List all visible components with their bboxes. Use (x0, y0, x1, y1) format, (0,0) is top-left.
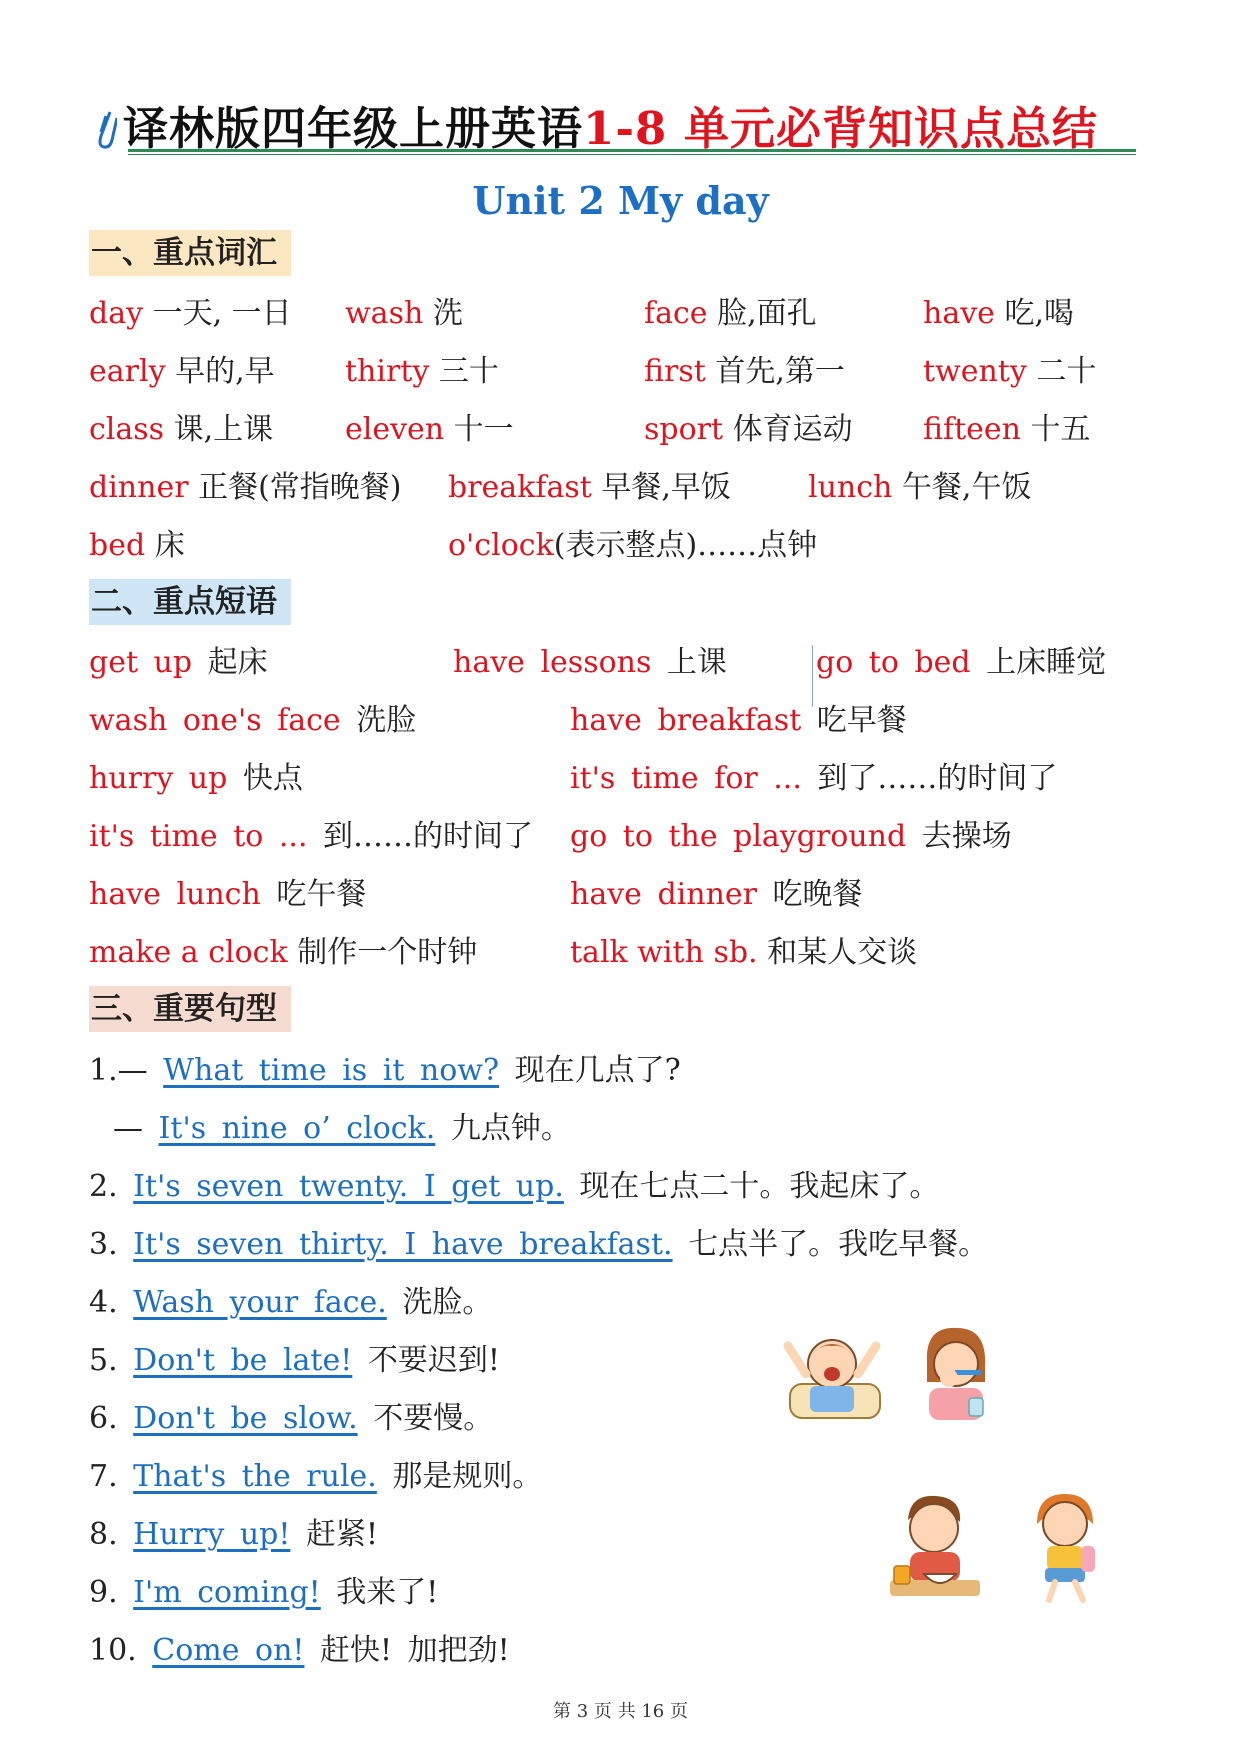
phrase-item: have dinner 吃晚餐 (570, 877, 863, 912)
phrase-item: hurry up 快点 (89, 761, 303, 796)
vocab-item: fifteen 十五 (923, 412, 1091, 447)
phrase-item: have lessons 上课 (453, 645, 727, 680)
column-divider (812, 645, 813, 707)
vocab-item: twenty 二十 (923, 354, 1097, 389)
sentence-item: — It's nine o’ clock. 九点钟。 (113, 1111, 571, 1146)
phrase-item: go to the playground 去操场 (570, 819, 1012, 854)
phrase-item: go to bed 上床睡觉 (816, 645, 1107, 680)
boy-eating-breakfast-illustration (880, 1490, 985, 1600)
vocab-item: wash 洗 (345, 296, 463, 331)
vocab-item: class 课,上课 (89, 412, 274, 447)
section-sentences-heading: 三、重要句型 (89, 986, 291, 1032)
paperclip-icon (95, 106, 117, 152)
unit-title: Unit 2 My day (472, 178, 769, 223)
girl-brushing-teeth-illustration (915, 1322, 995, 1422)
sentence-item: 2. It's seven twenty. I get up. 现在七点二十。我起床了。 (89, 1169, 940, 1204)
page-footer: 第 3 页 共 16 页 (553, 1701, 688, 1722)
title-black: 译林版四年级上册英语 (123, 102, 584, 155)
sentence-item: 3. It's seven thirty. I have breakfast. 七点半了。我吃早餐。 (89, 1227, 989, 1262)
phrase-item: get up 起床 (89, 645, 268, 680)
vocab-item: lunch 午餐,午饭 (808, 470, 1032, 505)
sentence-item: 7. That's the rule. 那是规则。 (89, 1459, 543, 1494)
vocab-item: eleven 十一 (345, 412, 514, 447)
vocab-item: have 吃,喝 (923, 296, 1074, 331)
vocab-item: bed 床 (89, 528, 185, 563)
vocab-item: face 脸,面孔 (644, 296, 817, 331)
phrase-item: wash one's face 洗脸 (89, 703, 417, 738)
girl-walking-illustration (1025, 1490, 1105, 1605)
phrase-item: it's time to ... 到……的时间了 (89, 819, 534, 854)
sentence-item: 1.— What time is it now? 现在几点了? (89, 1053, 681, 1088)
sentence-item: 5. Don't be late! 不要迟到! (89, 1343, 500, 1378)
section-vocab-heading: 一、重点词汇 (89, 230, 291, 276)
sentence-item: 8. Hurry up! 赶紧! (89, 1517, 378, 1552)
phrase-item: talk with sb. 和某人交谈 (570, 935, 918, 970)
sentence-item: 9. I'm coming! 我来了! (89, 1575, 439, 1610)
vocab-item: o'clock(表示整点)……点钟 (448, 528, 818, 563)
vocab-item: breakfast 早餐,早饭 (448, 470, 731, 505)
vocab-item: thirty 三十 (345, 354, 499, 389)
sentence-item: 4. Wash your face. 洗脸。 (89, 1285, 493, 1320)
phrase-item: have lunch 吃午餐 (89, 877, 367, 912)
vocab-item: dinner 正餐(常指晚餐) (89, 470, 402, 505)
vocab-item: sport 体育运动 (644, 412, 853, 447)
phrase-item: make a clock 制作一个时钟 (89, 935, 478, 970)
section-phrases-heading: 二、重点短语 (89, 579, 291, 625)
phrase-item: have breakfast 吃早餐 (570, 703, 907, 738)
boy-waking-up-illustration (780, 1322, 885, 1422)
page-title (95, 92, 1098, 157)
phrase-item: it's time for ... 到了……的时间了 (570, 761, 1058, 796)
title-underline (128, 149, 1136, 155)
sentence-item: 6. Don't be slow. 不要慢。 (89, 1401, 494, 1436)
vocab-item: early 早的,早 (89, 354, 275, 389)
title-red: 1-8 单元必背知识点总结 (583, 102, 1098, 155)
vocab-item: day 一天, 一日 (89, 296, 292, 331)
sentence-item: 10. Come on! 赶快! 加把劲! (89, 1633, 510, 1668)
vocab-item: first 首先,第一 (644, 354, 845, 389)
